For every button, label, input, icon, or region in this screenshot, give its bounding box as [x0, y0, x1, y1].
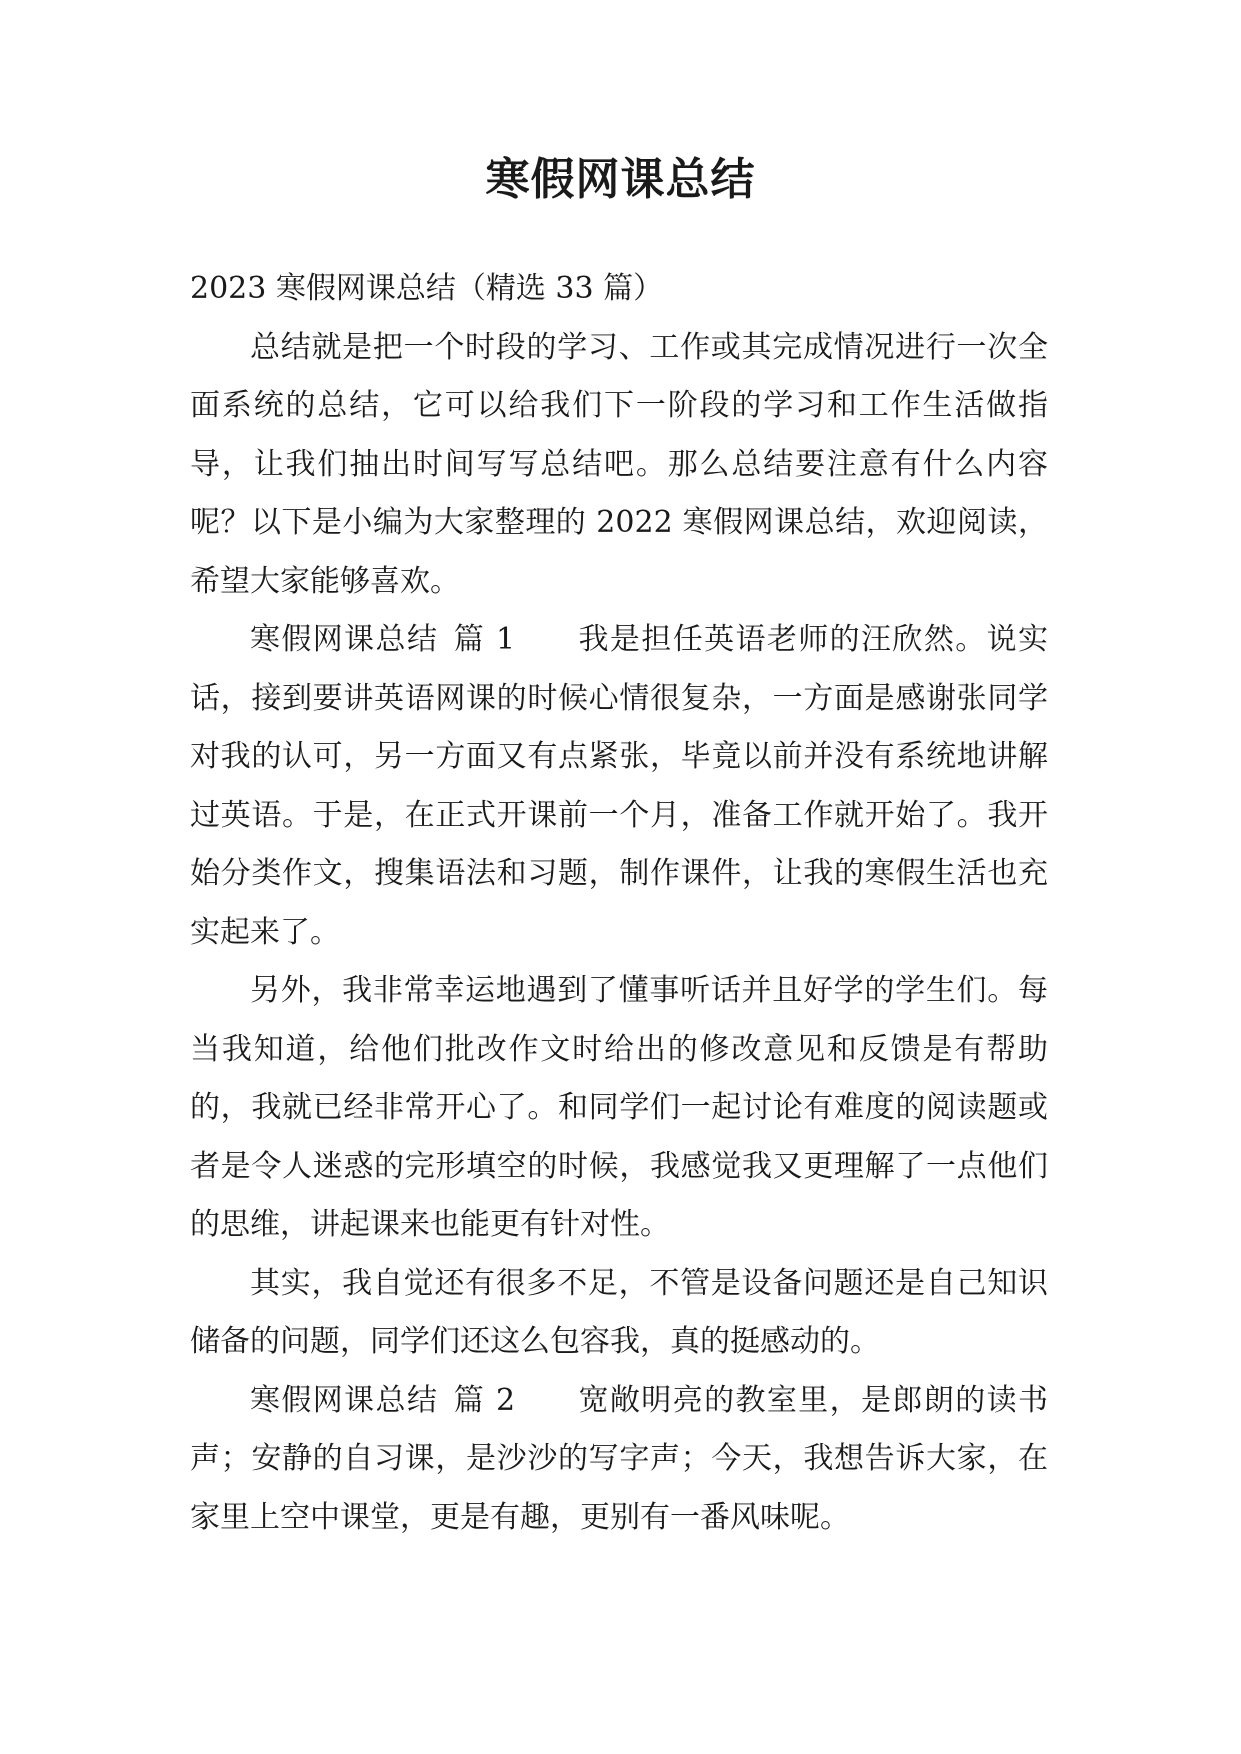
intro-paragraph: 总结就是把一个时段的学习、工作或其完成情况进行一次全面系统的总结，它可以给我们下一阶段的学习和工作生活做指导，让我们抽出时间写写总结吧。那么总结要注意有什么内容呢？以下是小编为大家整理的 2022 寒假网课总结，欢迎阅读，希望大家能够喜欢。	[190, 329, 1048, 599]
article-2-paragraph-1	[190, 1372, 1048, 1548]
article-1-number: 篇 1	[452, 622, 516, 657]
article-1-paragraph-2: 另外，我非常幸运地遇到了懂事听话并且好学的学生们。每当我知道，给他们批改作文时给出的修改意见和反馈是有帮助的，我就已经非常开心了。和同学们一起讨论有难度的阅读题或者是令人迷惑的完形填空的时候，我感觉我又更理解了一点他们的思维，讲起课来也能更有针对性。	[190, 973, 1048, 1242]
document-body	[190, 260, 1048, 1547]
article-1-paragraph-3: 其实，我自觉还有很多不足，不管是设备问题还是自己知识储备的问题，同学们还这么包容我，真的挺感动的。	[190, 1265, 1048, 1359]
document-title: 寒假网课总结	[485, 154, 756, 205]
article-1-lead-text: 我是担任英语老师的汪欣然。说实话，接到要讲英语网课的时候心情很复杂，一方面是感谢张同学对我的认可，另一方面又有点紧张，毕竟以前并没有系统地讲解过英语。于是，在正式开课前一个月，准备工作就开始了。我开始分类作文，搜集语法和习题，制作课件，让我的寒假生活也充实起来了。	[190, 622, 1048, 950]
article-2-number: 篇 2	[452, 1382, 516, 1418]
article-1-heading: 寒假网课总结	[250, 622, 439, 657]
article-2-heading: 寒假网课总结	[250, 1382, 439, 1418]
article-2-lead-text: 宽敞明亮的教室里，是郎朗的读书声；安静的自习课，是沙沙的写字声；今天，我想告诉大家，在家里上空中课堂，更是有趣，更别有一番风味呢。	[190, 1382, 1048, 1535]
document-subtitle: 2023 寒假网课总结（精选 33 篇）	[190, 271, 664, 306]
article-1-paragraph-1	[190, 611, 1048, 962]
